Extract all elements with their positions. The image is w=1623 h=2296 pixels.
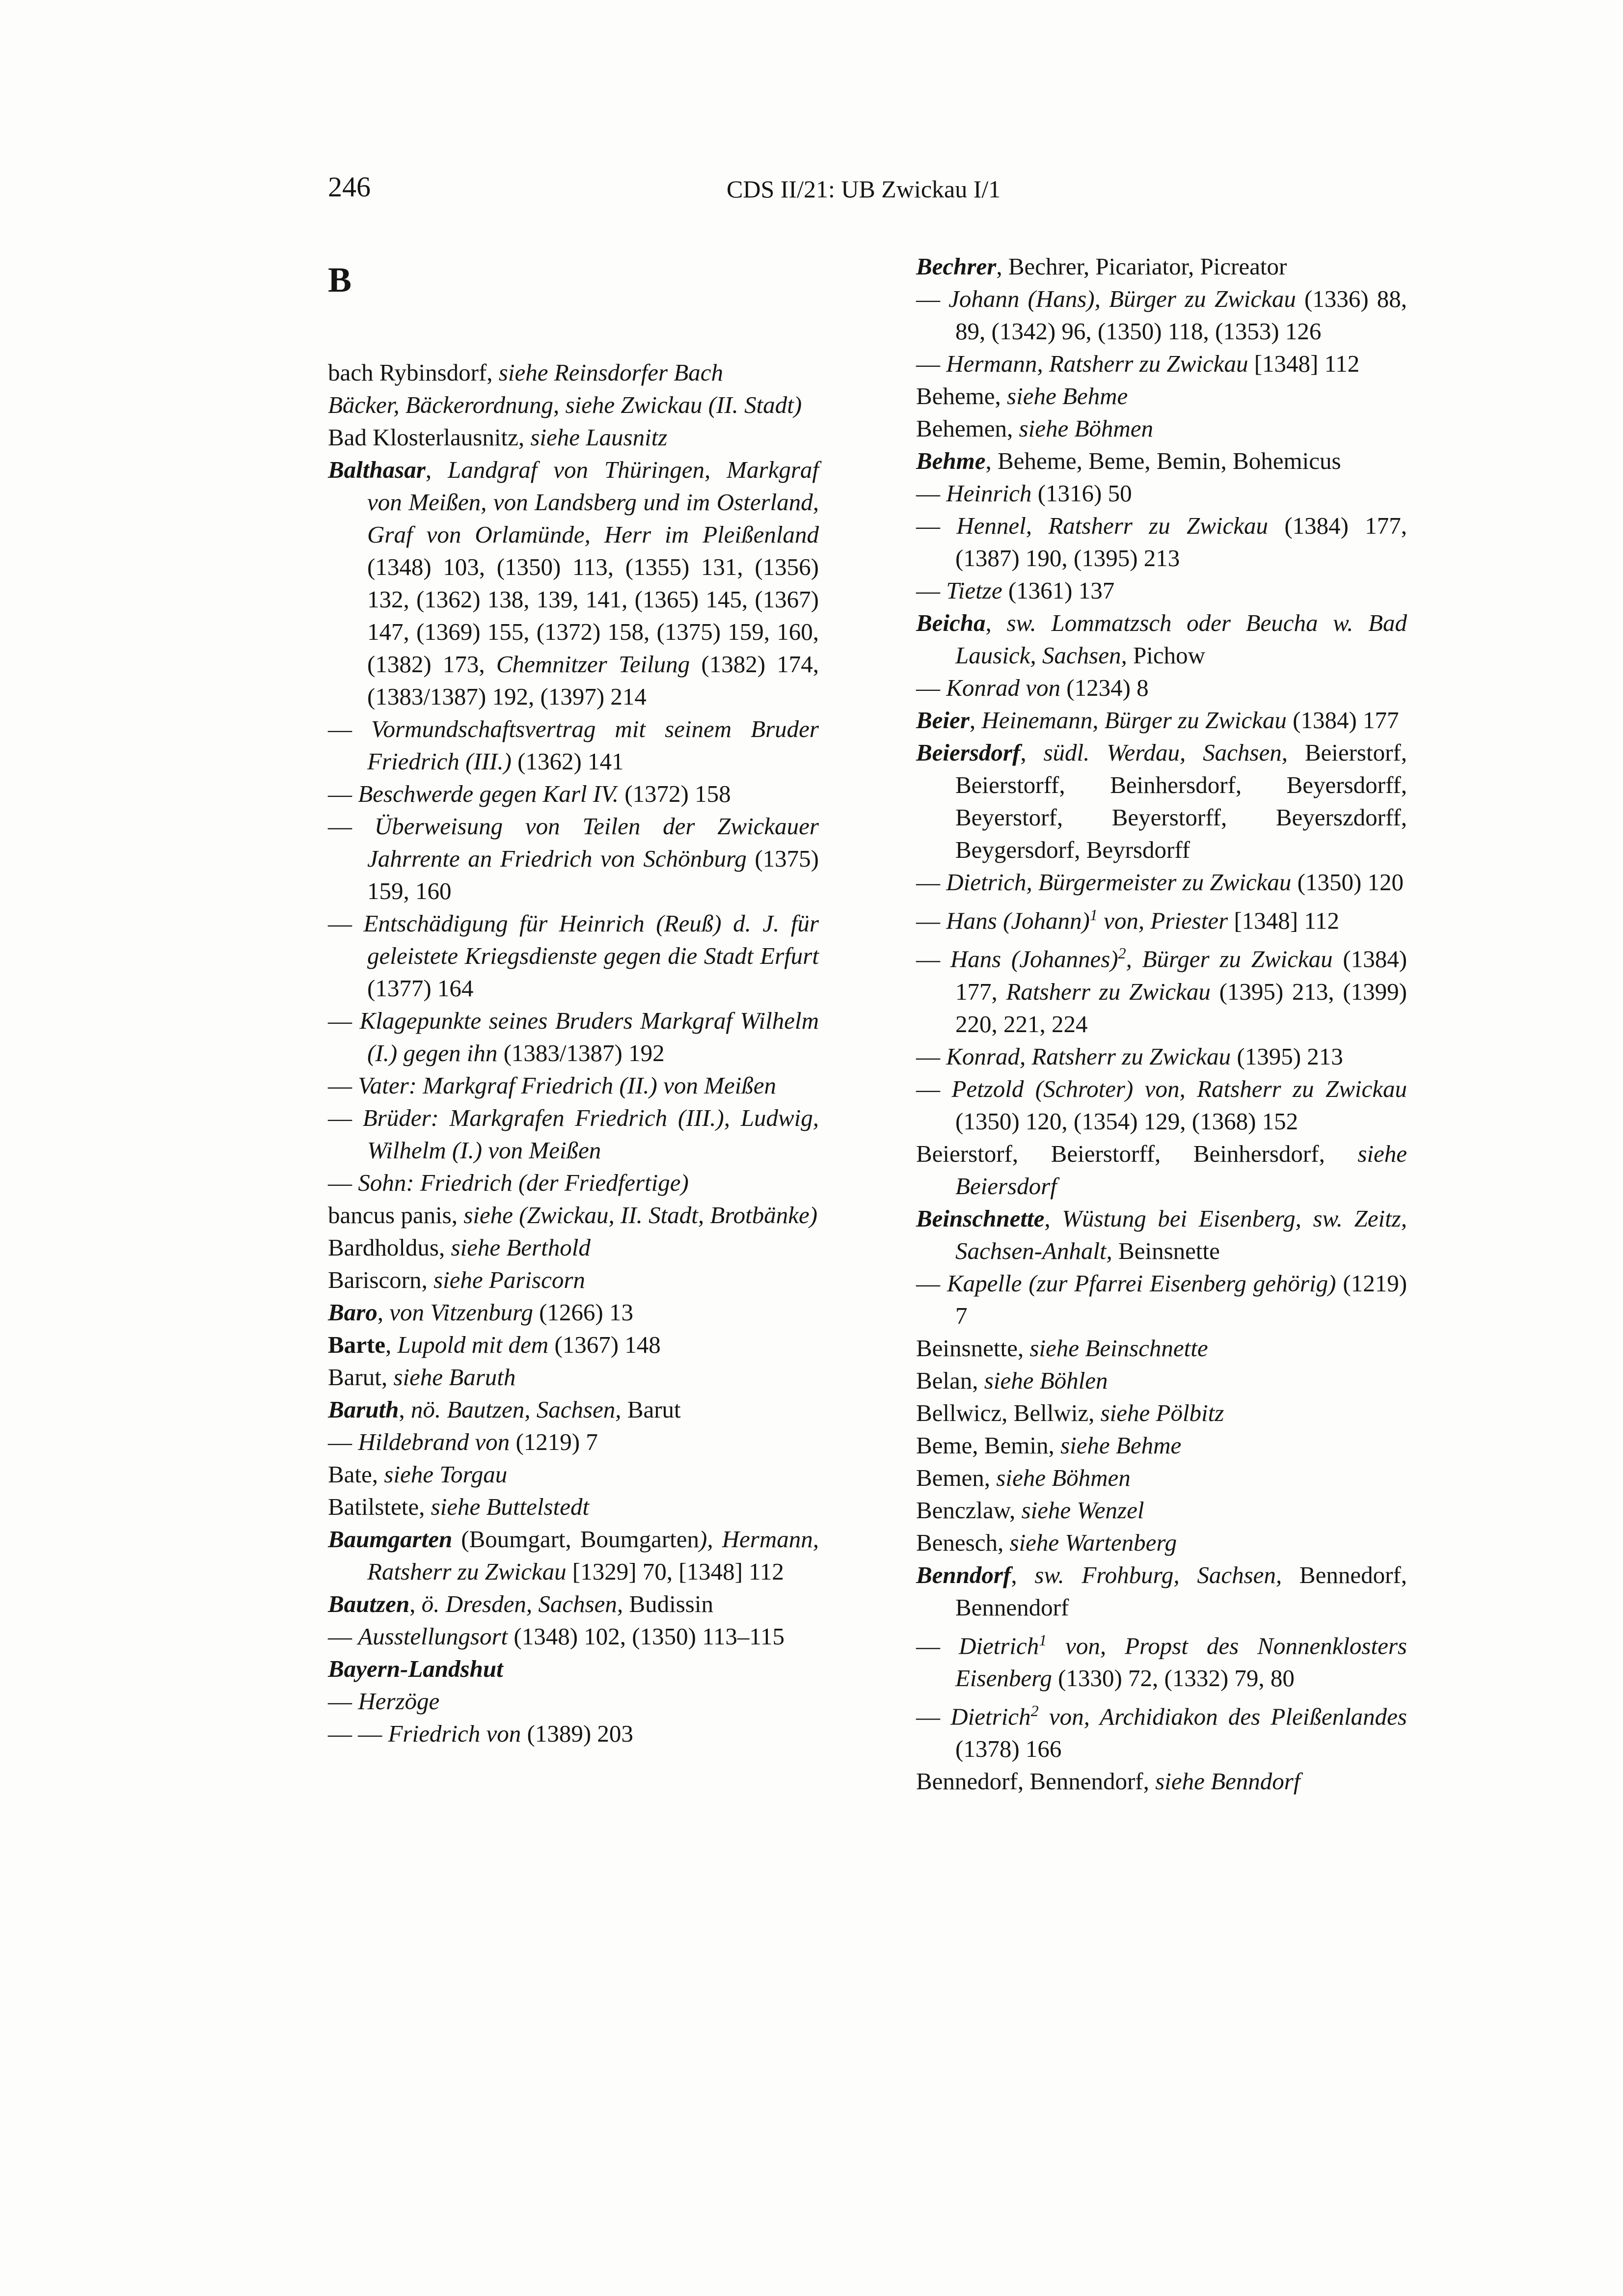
entry-reference-text: (1330) 72, (1332) 79, 80: [1052, 1664, 1295, 1692]
index-entry: [328, 1653, 819, 1685]
index-entry: [328, 1102, 819, 1167]
entry-italic-text: siehe Wenzel: [1021, 1496, 1144, 1524]
entry-italic-text: Vater: Markgraf Friedrich (II.) von Meißen: [358, 1072, 777, 1099]
index-entry: Beinschnette, Wüstung bei Eisenberg, sw. Zeitz, Sachsen-Anhalt, Beinsnette: [916, 1204, 1407, 1264]
entry-reference-text: (1234) 8: [1060, 674, 1149, 701]
entry-reference-text: (1384) 177: [1286, 707, 1399, 734]
entry-headword: —: [916, 674, 947, 701]
index-entry: [328, 1523, 819, 1588]
index-entry: Batilstete, siehe Buttelstedt: [328, 1493, 590, 1520]
page-number: 246: [328, 171, 371, 203]
index-entry: [328, 1620, 819, 1653]
entry-italic-text: ö. Dresden, Sachsen,: [421, 1590, 623, 1617]
entry-italic-text: siehe Torgau: [384, 1461, 508, 1488]
entry-reference-text: (1219) 7: [510, 1428, 598, 1455]
entry-italic-text: Heinemann, Bürger zu Zwickau: [981, 707, 1287, 734]
entry-italic-text: Wüstung bei Eisenberg, sw. Zeitz, Sachsen-Anhalt,: [955, 1204, 1407, 1264]
entry-italic-text: Entschädigung für Heinrich (Reuß) d. J. für geleistete Kriegsdienste gegen die Stadt Erfurt: [363, 910, 819, 969]
entry-headword: —: [916, 285, 949, 312]
entry-reference-text: (1348) 102, (1350) 113–115: [508, 1623, 785, 1650]
entry-italic-text: siehe Lausnitz: [530, 424, 668, 451]
index-entry: [328, 1426, 819, 1458]
entry-reference-text: Bennedorf, Bennendorf: [955, 1561, 1407, 1621]
entry-reference-text: (1361) 137: [1002, 577, 1115, 604]
index-entry: [916, 1624, 1407, 1695]
entry-italic-text: sw. Lommatzsch oder Beucha w. Bad Lausick, Sachsen,: [955, 609, 1407, 669]
entry-reference-text: (1375) 159, 160: [367, 845, 819, 904]
entry-headword: —: [916, 577, 947, 604]
index-entry: Behemen, siehe Böhmen: [916, 415, 1154, 442]
index-entry: Bäcker, Bäckerordnung, siehe Zwickau (II. Stadt): [328, 391, 802, 418]
entry-headword: Behme: [916, 447, 986, 474]
index-entry: [916, 937, 1407, 1040]
index-entry: [328, 1069, 819, 1102]
index-entry: [916, 477, 1407, 510]
entry-headword: Beicha: [916, 609, 986, 636]
entry-italic-text: von, Propst des Nonnenklosters Eisenberg: [955, 1632, 1407, 1692]
entry-headword: —: [916, 512, 957, 539]
entry-italic-text: siehe Buttelstedt: [431, 1493, 590, 1520]
entry-headword: Balthasar: [328, 456, 426, 483]
entry-headword: Beiersdorf: [916, 739, 1021, 766]
entry-italic-text: ), Hermann, Ratsherr zu Zwickau: [367, 1526, 819, 1585]
index-entry: Bellwicz, Bellwiz, siehe Pölbitz: [916, 1399, 1224, 1426]
entry-headword: —: [916, 869, 947, 896]
entry-italic-text: siehe Behme: [1060, 1431, 1182, 1459]
entry-headword: Behemen: [916, 415, 1007, 442]
index-entry: Beiersdorf, südl. Werdau, Sachsen, Beierstorf, Beierstorff, Beinhersdorf, Beyersdorff, Beyerstorf, Beyerstorff, Beyerszdorff, Beygersdorf, Beyrsdorff: [916, 739, 1407, 863]
entry-headword: Bäcker, Bäckerordnung: [328, 391, 553, 418]
entry-reference-text: (1336) 88, 89, (1342) 96, (1350) 118, (1353) 126: [955, 285, 1407, 345]
index-entry: Beheme, siehe Behme: [916, 383, 1128, 410]
left-entry-list: [328, 356, 819, 1750]
index-entry: bach Rybinsdorf, siehe Reinsdorfer Bach: [328, 359, 724, 386]
entry-italic-text: Überweisung von Teilen der Zwickauer Jahrrente an Friedrich von Schönburg: [367, 813, 819, 872]
index-entry: Beierstorf, Beierstorff, Beinhersdorf, siehe Beiersdorf: [916, 1140, 1407, 1200]
entry-reference-text: (1384) 177, (1387) 190, (1395) 213: [955, 512, 1407, 572]
index-column-right: [916, 250, 1407, 1798]
entry-headword: Bautzen: [328, 1590, 410, 1617]
entry-headword: —: [328, 1428, 358, 1455]
entry-italic-text: Hennel, Ratsherr zu Zwickau: [956, 512, 1269, 539]
index-entry: Benndorf, sw. Frohburg, Sachsen, Bennedorf, Bennendorf: [916, 1561, 1407, 1621]
index-entry: Beme, Bemin, siehe Behme: [916, 1431, 1182, 1459]
section-letter: B: [328, 260, 352, 300]
entry-italic-text: Friedrich von: [388, 1720, 521, 1747]
entry-headword: —: [916, 480, 947, 507]
entry-italic-text: Chemnitzer Teilung: [496, 651, 690, 678]
entry-italic-text: Hans (Johannes): [950, 945, 1118, 973]
entry-headword: Bariscorn: [328, 1266, 422, 1293]
entry-reference-text: (1350) 120: [1291, 869, 1404, 896]
entry-headword: Benesch: [916, 1529, 998, 1556]
index-entry: [916, 574, 1407, 607]
entry-italic-text: Beschwerde gegen Karl IV.: [358, 780, 619, 807]
entry-italic-text: Hans (Johann): [946, 907, 1090, 934]
entry-headword: —: [328, 1169, 358, 1196]
entry-headword: Beinsnette: [916, 1334, 1018, 1362]
entry-reference-text: (1395) 213, (1399) 220, 221, 224: [955, 978, 1407, 1038]
entry-headword: Bellwicz, Bellwiz: [916, 1399, 1089, 1426]
footnote-marker: 2: [1030, 1701, 1039, 1720]
entry-headword: bach Rybinsdorf: [328, 359, 487, 386]
index-entry: [916, 866, 1407, 899]
index-entry: [328, 1005, 819, 1069]
index-entry: Barut, siehe Baruth: [328, 1364, 516, 1391]
right-entry-list: [916, 250, 1407, 1798]
index-entry: [916, 283, 1407, 348]
entry-headword: bancus panis: [328, 1202, 452, 1229]
entry-reference-text: (1266) 13: [533, 1299, 633, 1326]
entry-italic-text: siehe Pariscorn: [433, 1266, 585, 1293]
entry-italic-text: Petzold (Schroter) von, Ratsherr zu Zwickau: [951, 1075, 1407, 1102]
entry-italic-text: Dietrich: [950, 1703, 1031, 1730]
entry-italic-text: siehe Wartenberg: [1009, 1529, 1177, 1556]
index-entry: [328, 1685, 819, 1718]
entry-headword: Baruth: [328, 1396, 399, 1423]
running-title: CDS II/21: UB Zwickau I/1: [727, 175, 1001, 203]
entry-italic-text: Dietrich: [958, 1632, 1039, 1659]
entry-italic-text: siehe (Zwickau, II. Stadt, Brotbänke): [463, 1202, 818, 1229]
entry-reference-text: Bechrer, Picariator, Picreator: [1008, 253, 1287, 280]
entry-headword: —: [916, 945, 950, 973]
entry-reference-text: (1367) 148: [548, 1331, 661, 1358]
entry-italic-text: Landgraf von Thüringen, Markgraf von Meißen, von Landsberg und im Osterland, Graf von Orlamünde, Herr im Pleißenland: [367, 456, 819, 548]
entry-reference-text: Barut: [621, 1396, 681, 1423]
index-entry: Bariscorn, siehe Pariscorn: [328, 1266, 585, 1293]
entry-italic-text: siehe Böhmen: [996, 1464, 1131, 1491]
entry-reference-text: (1378) 166: [955, 1735, 1062, 1763]
entry-italic-text: Hermann, Ratsherr zu Zwickau: [946, 350, 1248, 377]
index-entry: Behme, Beheme, Beme, Bemin, Bohemicus: [916, 447, 1341, 474]
index-entry: Belan, siehe Böhlen: [916, 1367, 1108, 1394]
entry-reference-text: Beierstorf, Beierstorff, Beinhersdorf, Beyersdorff, Beyerstorf, Beyerstorff, Beyerszdorff, Beygersdorf, Beyrsdorff: [955, 739, 1407, 863]
entry-headword: Batilstete: [328, 1493, 419, 1520]
entry-reference-text: (1389) 203: [521, 1720, 633, 1747]
entry-reference-text: (Boumgart, Boumgarten: [452, 1526, 700, 1553]
entry-italic-text: Heinrich: [946, 480, 1032, 507]
index-entry: Beier, Heinemann, Bürger zu Zwickau (1384) 177: [916, 707, 1399, 734]
index-entry: Bate, siehe Torgau: [328, 1461, 508, 1488]
entry-italic-text: siehe Reinsdorfer Bach: [498, 359, 724, 386]
entry-italic-text: , Bürger zu Zwickau: [1126, 945, 1333, 973]
entry-headword: Belan: [916, 1367, 973, 1394]
entry-reference-text: (1316) 50: [1031, 480, 1132, 507]
entry-reference-text: (1350) 120, (1354) 129, (1368) 152: [955, 1107, 1298, 1135]
entry-reference-text: (1395) 213: [1231, 1042, 1343, 1070]
index-column-left: [328, 260, 819, 1750]
entry-headword: Beinschnette: [916, 1204, 1045, 1232]
entry-italic-text: siehe Baruth: [393, 1364, 516, 1391]
index-entry: [328, 810, 819, 907]
entry-headword: Beier: [916, 707, 970, 734]
entry-headword: —: [328, 910, 364, 937]
index-entry: [916, 899, 1407, 937]
entry-italic-text: Herzöge: [358, 1688, 440, 1715]
footnote-marker: 1: [1039, 1631, 1047, 1649]
entry-headword: Bemen: [916, 1464, 984, 1491]
index-entry: Bechrer, Bechrer, Picariator, Picreator: [916, 253, 1287, 280]
entry-italic-text: siehe Böhmen: [1019, 415, 1154, 442]
entry-reference-text: Beheme, Beme, Bemin, Bohemicus: [998, 447, 1341, 474]
entry-headword: —: [916, 1042, 947, 1070]
entry-italic-text: südl. Werdau, Sachsen,: [1043, 739, 1288, 766]
entry-headword: Bad Klosterlausnitz: [328, 424, 518, 451]
index-entry: [328, 778, 819, 810]
entry-italic-text: von Vitzenburg: [389, 1299, 533, 1326]
entry-italic-text: Konrad, Ratsherr zu Zwickau: [946, 1042, 1231, 1070]
entry-headword: Barte: [328, 1331, 385, 1358]
index-entry: Benczlaw, siehe Wenzel: [916, 1496, 1144, 1524]
entry-italic-text: sw. Frohburg, Sachsen,: [1034, 1561, 1282, 1588]
entry-italic-text: Konrad von: [946, 674, 1060, 701]
entry-headword: Barut: [328, 1364, 381, 1391]
footnote-marker: 1: [1089, 906, 1098, 924]
entry-reference-text: [1348] 112: [1228, 907, 1340, 934]
entry-headword: —: [916, 350, 947, 377]
entry-headword: — —: [328, 1720, 388, 1747]
entry-italic-text: Vormundschaftsvertrag mit seinem Bruder Friedrich (III.): [367, 715, 819, 775]
index-entry: [916, 1267, 1407, 1332]
entry-reference-text: [1329] 70, [1348] 112: [566, 1558, 784, 1585]
index-entry: Bardholdus, siehe Berthold: [328, 1234, 591, 1261]
entry-headword: —: [328, 1104, 363, 1131]
entry-headword: —: [328, 1072, 358, 1099]
entry-reference-text: (1384) 177,: [955, 945, 1407, 1005]
entry-italic-text: siehe Berthold: [451, 1234, 591, 1261]
entry-italic-text: Dietrich, Bürgermeister zu Zwickau: [946, 869, 1292, 896]
index-entry: Barte, Lupold mit dem (1367) 148: [328, 1331, 661, 1358]
entry-headword: Bennedorf, Bennendorf: [916, 1768, 1143, 1795]
entry-italic-text: siehe Benndorf: [1155, 1768, 1300, 1795]
entry-italic-text: nö. Bautzen, Sachsen,: [410, 1396, 622, 1423]
entry-italic-text: siehe Zwickau (II. Stadt): [565, 391, 802, 418]
entry-italic-text: Sohn: Friedrich (der Friedfertige): [358, 1169, 689, 1196]
index-entry: [328, 713, 819, 778]
entry-reference-text: (1362) 141: [511, 748, 624, 775]
entry-headword: Baumgarten: [328, 1526, 453, 1553]
entry-italic-text: Ratsherr zu Zwickau: [1006, 978, 1211, 1005]
entry-headword: —: [916, 907, 947, 934]
entry-reference-text: (1348) 103, (1350) 113, (1355) 131, (1356) 132, (1362) 138, 139, 141, (1365) 145, (1367) 147, (1369) 155, (1372) 158, (1375) 159, 160, (1382) 173,: [367, 553, 819, 678]
entry-headword: Beierstorf, Beierstorff, Beinhersdorf: [916, 1140, 1319, 1167]
index-entry: [916, 348, 1407, 380]
entry-headword: —: [916, 1703, 951, 1730]
index-entry: bancus panis, siehe (Zwickau, II. Stadt, Brotbänke): [328, 1202, 818, 1229]
entry-reference-text: (1382) 174, (1383/1387) 192, (1397) 214: [367, 651, 819, 710]
entry-reference-text: (1377) 164: [367, 975, 474, 1002]
index-entry: Bad Klosterlausnitz, siehe Lausnitz: [328, 424, 668, 451]
entry-italic-text: Kapelle (zur Pfarrei Eisenberg gehörig): [947, 1269, 1336, 1297]
entry-italic-text: Tietze: [946, 577, 1002, 604]
entry-italic-text: siehe Beinschnette: [1029, 1334, 1208, 1362]
entry-italic-text: Klagepunkte seines Bruders Markgraf Wilhelm (I.) gegen ihn: [359, 1007, 819, 1066]
entry-reference-text: (1383/1387) 192: [497, 1039, 665, 1066]
entry-headword: Bardholdus: [328, 1234, 439, 1261]
index-entry: Bennedorf, Bennendorf, siehe Benndorf: [916, 1768, 1300, 1795]
entry-italic-text: von, Archidiakon des Pleißenlandes: [1038, 1703, 1407, 1730]
index-entry: [916, 1040, 1407, 1073]
index-entry: Benesch, siehe Wartenberg: [916, 1529, 1177, 1556]
entry-italic-text: Johann (Hans), Bürger zu Zwickau: [948, 285, 1296, 312]
index-entry: Baruth, nö. Bautzen, Sachsen, Barut: [328, 1396, 681, 1423]
footnote-marker: 2: [1118, 944, 1126, 962]
entry-headword: —: [916, 1269, 947, 1297]
index-entry: Beicha, sw. Lommatzsch oder Beucha w. Bad Lausick, Sachsen, Pichow: [916, 609, 1407, 669]
entry-headword: Beheme: [916, 383, 995, 410]
entry-italic-text: siehe Behme: [1007, 383, 1128, 410]
entry-reference-text: Beinsnette: [1112, 1237, 1220, 1264]
entry-reference-text: (1219) 7: [955, 1269, 1407, 1329]
entry-headword: —: [328, 715, 372, 742]
entry-italic-text: Brüder: Markgrafen Friedrich (III.), Ludwig, Wilhelm (I.) von Meißen: [362, 1104, 819, 1164]
index-entry: [328, 1718, 819, 1750]
index-entry: Balthasar, Landgraf von Thüringen, Markgraf von Meißen, von Landsberg und im Osterland, Graf von Orlamünde, Herr im Pleißenland (1348) 103, (1350) 113, (1355) 131, (1356) 132, (1362) 138, 139, 141, (1365) 145, (1367) 147, (1369) 155, (1372) 158, (1375) 159, 160, (1382) 173, Chemnitzer Teilung (1382) 174, (1383/1387) 192, (1397) 214: [328, 456, 819, 710]
entry-reference-text: Pichow: [1127, 642, 1205, 669]
entry-italic-text: siehe Beiersdorf: [955, 1140, 1407, 1200]
entry-headword: Baro: [328, 1299, 378, 1326]
entry-headword: —: [916, 1075, 952, 1102]
index-entry: [328, 1167, 819, 1199]
index-entry: [916, 1073, 1407, 1138]
entry-headword: Bate: [328, 1461, 372, 1488]
entry-italic-text: Lupold mit dem: [397, 1331, 549, 1358]
entry-headword: Benczlaw: [916, 1496, 1009, 1524]
entry-headword: Bechrer: [916, 253, 997, 280]
index-entry: Bautzen, ö. Dresden, Sachsen, Budissin: [328, 1590, 713, 1617]
index-entry: [916, 510, 1407, 574]
entry-headword: Bayern-Landshut: [328, 1655, 503, 1682]
index-entry: Baro, von Vitzenburg (1266) 13: [328, 1299, 633, 1326]
entry-italic-text: Hildebrand von: [358, 1428, 510, 1455]
index-entry: [916, 672, 1407, 704]
entry-headword: —: [328, 780, 358, 807]
entry-reference-text: (1372) 158: [618, 780, 731, 807]
entry-italic-text: siehe Böhlen: [984, 1367, 1108, 1394]
entry-reference-text: [1348] 112: [1248, 350, 1360, 377]
entry-italic-text: Ausstellungsort: [358, 1623, 508, 1650]
index-entry: Bemen, siehe Böhmen: [916, 1464, 1131, 1491]
index-entry: [916, 1695, 1407, 1765]
index-entry: Beinsnette, siehe Beinschnette: [916, 1334, 1208, 1362]
entry-italic-text: siehe Pölbitz: [1100, 1399, 1224, 1426]
entry-headword: —: [916, 1632, 959, 1659]
entry-headword: Benndorf: [916, 1561, 1011, 1588]
entry-italic-text: von, Priester: [1097, 907, 1228, 934]
index-entry: [328, 907, 819, 1005]
entry-headword: —: [328, 1007, 360, 1034]
entry-headword: —: [328, 813, 375, 840]
entry-headword: —: [328, 1688, 358, 1715]
entry-headword: —: [328, 1623, 358, 1650]
entry-headword: Beme, Bemin: [916, 1431, 1049, 1459]
entry-reference-text: Budissin: [623, 1590, 713, 1617]
